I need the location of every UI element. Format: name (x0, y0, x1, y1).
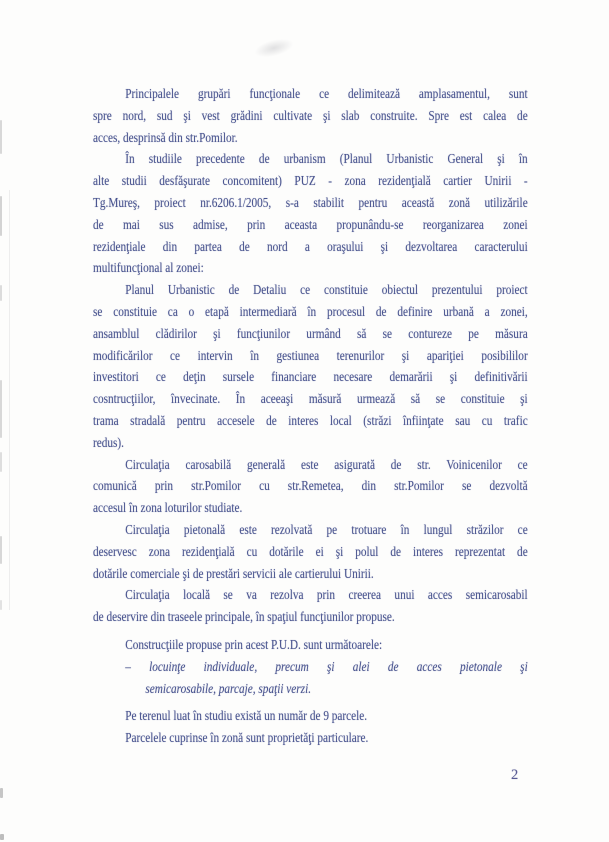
paragraph-road-circulation (93, 455, 528, 520)
paragraph-groupings (93, 84, 528, 149)
text-line: modificărilor ce intervin în gestiunea terenurilor şi apariţiei posibililor (93, 348, 528, 364)
text-line: Tg.Mureş, proiect nr.6206.1/2005, s-a stabilit pentru această zonă utilizările (93, 195, 528, 211)
text-line: În studiile precedente de urbanism (Planul Urbanistic General şi în (125, 152, 528, 168)
paragraph-previous-studies (93, 149, 528, 280)
scan-edge-mark (0, 536, 2, 564)
scan-edge-mark (0, 285, 2, 301)
text-line: semicarosabile, parcaje, spaţii verzi. (145, 681, 312, 697)
text-line: accesul în zona loturilor studiate. (93, 501, 243, 517)
text-line: Principalele grupări funcţionale ce delimitează amplasamentul, sunt (125, 87, 528, 102)
paragraph-proposed-constructions-intro (93, 635, 528, 657)
text-line: investitori ce deţin sursele financiare necesare demarării şi definitivării (93, 370, 528, 386)
text-line: de mai sus admise, prin aceasta propunându-se reorganizarea zonei (93, 217, 528, 233)
paragraph-pud-object (93, 280, 528, 454)
page-number: 2 (511, 767, 519, 783)
text-line: Parcelele cuprinse în zonă sunt proprietăţi particulare. (125, 731, 369, 747)
text-line: de deservire din traseele principale, în spaţiul funcţiunilor propuse. (93, 610, 395, 626)
scan-edge-mark (0, 788, 3, 798)
text-line: Pe terenul luat în studiu există un număr de 9 parcele. (125, 709, 368, 725)
text-line: Construcţiile propuse prin acest P.U.D. sunt următoarele: (125, 637, 383, 653)
scan-smudge (253, 35, 296, 60)
text-line: multifuncţional al zonei: (93, 261, 204, 277)
scan-edge-line (9, 190, 10, 610)
text-line: dotările comerciale şi de prestări servicii ale cartierului Unirii. (93, 566, 374, 582)
scan-edge-mark (0, 380, 2, 438)
paragraph-parcel-ownership (93, 728, 528, 750)
text-line: redus). (93, 435, 124, 451)
text-line: Planul Urbanistic de Detaliu ce constituie obiectul prezentului proiect (125, 283, 528, 299)
paragraph-pedestrian-circulation (93, 520, 528, 585)
text-line: Circulaţia carosabilă generală este asigurată de str. Voinicenilor ce (125, 457, 528, 473)
scan-edge-mark (0, 834, 4, 840)
document-text (93, 84, 528, 750)
text-line: cosntrucţiilor, învecinate. În aceeaşi măsură urmează să se constituie şi (93, 392, 528, 408)
text-line: comunică prin str.Pomilor cu str.Remetea, din str.Pomilor se dezvoltă (93, 479, 528, 495)
text-line: alte studii desfăşurate concomitent) PUZ - zona rezidenţială cartier Unirii - (93, 174, 528, 190)
list-item-proposed-constructions (93, 657, 528, 701)
scan-edge-mark (0, 452, 2, 472)
text-line: trama stradală pentru accesele de interes local (străzi înfiinţate sau cu trafic (93, 413, 528, 429)
text-line: acces, desprinsă din str.Pomilor. (93, 130, 238, 146)
text-line: deservesc zona rezidenţială cu dotările ei şi polul de interes reprezentat de (93, 544, 528, 560)
scan-edge-mark (0, 600, 2, 610)
text-line: spre nord, sud şi vest grădini cultivate şi slab construite. Spre est calea de (93, 108, 528, 124)
text-line: ansamblul clădirilor şi funcţiunilor urmând să se contureze pe măsura (93, 326, 528, 342)
scan-edge-mark (0, 120, 2, 154)
scan-edge-mark (0, 196, 2, 236)
text-line: rezidenţiale din partea de nord a oraşului şi dezvoltarea caracterului (93, 239, 528, 255)
text-line: – locuinţe individuale, precum şi alei de acces pietonale şi (125, 659, 528, 675)
text-line: se constituie ca o etapă intermediară în procesul de definire urbană a zonei, (93, 304, 528, 320)
paragraph-local-circulation (93, 585, 528, 629)
paragraph-parcel-count (93, 706, 528, 728)
text-line: Circulaţia locală se va rezolva prin creerea unui acces semicarosabil (125, 588, 528, 604)
text-line: Circulaţia pietonală este rezolvată pe trotuare în lungul străzilor ce (125, 522, 528, 538)
